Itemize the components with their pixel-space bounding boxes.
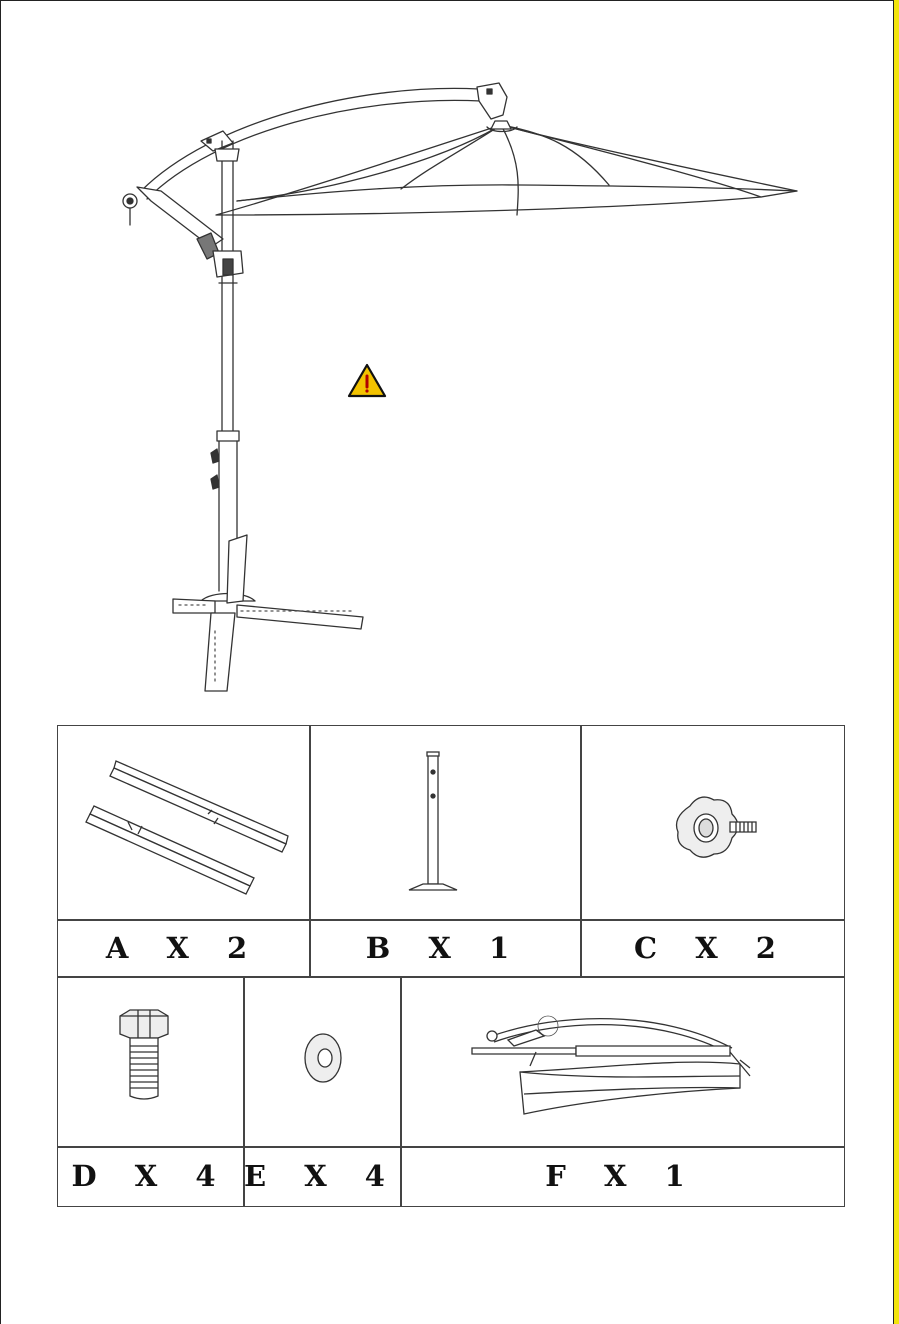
canopy-icon	[216, 121, 797, 215]
base-tube-icon	[409, 752, 457, 890]
part-f-label: F X 1	[545, 1159, 699, 1193]
assembly-illustration	[1, 1, 894, 711]
part-e-label: E X 4	[244, 1159, 399, 1193]
parts-list-table	[57, 725, 845, 1207]
washer-icon	[305, 1034, 341, 1082]
part-d-label-cell	[58, 1146, 243, 1206]
cross-base-leg-icon	[86, 761, 288, 894]
cross-base-icon	[173, 535, 363, 691]
part-c-label-cell	[580, 919, 844, 976]
part-c-image	[580, 726, 844, 919]
part-f-label-cell	[400, 1146, 844, 1206]
part-e-label-cell	[243, 1146, 400, 1206]
part-b-label-cell	[309, 919, 580, 976]
page-edge-accent	[894, 0, 899, 1324]
part-d-image	[58, 976, 243, 1146]
warning-triangle-icon	[349, 365, 385, 396]
star-knob-icon	[677, 797, 757, 857]
folded-umbrella-icon	[472, 1016, 750, 1114]
hex-bolt-icon	[120, 1010, 168, 1099]
part-c-label: C X 2	[634, 930, 790, 965]
part-b-image	[309, 726, 580, 919]
part-e-image	[243, 976, 400, 1146]
part-a-image	[58, 726, 309, 919]
part-b-label: B X 1	[365, 930, 524, 965]
part-d-label: D X 4	[71, 1159, 230, 1193]
part-a-label-cell	[58, 919, 309, 976]
part-a-label: A X 2	[105, 930, 262, 965]
part-f-image	[400, 976, 844, 1146]
